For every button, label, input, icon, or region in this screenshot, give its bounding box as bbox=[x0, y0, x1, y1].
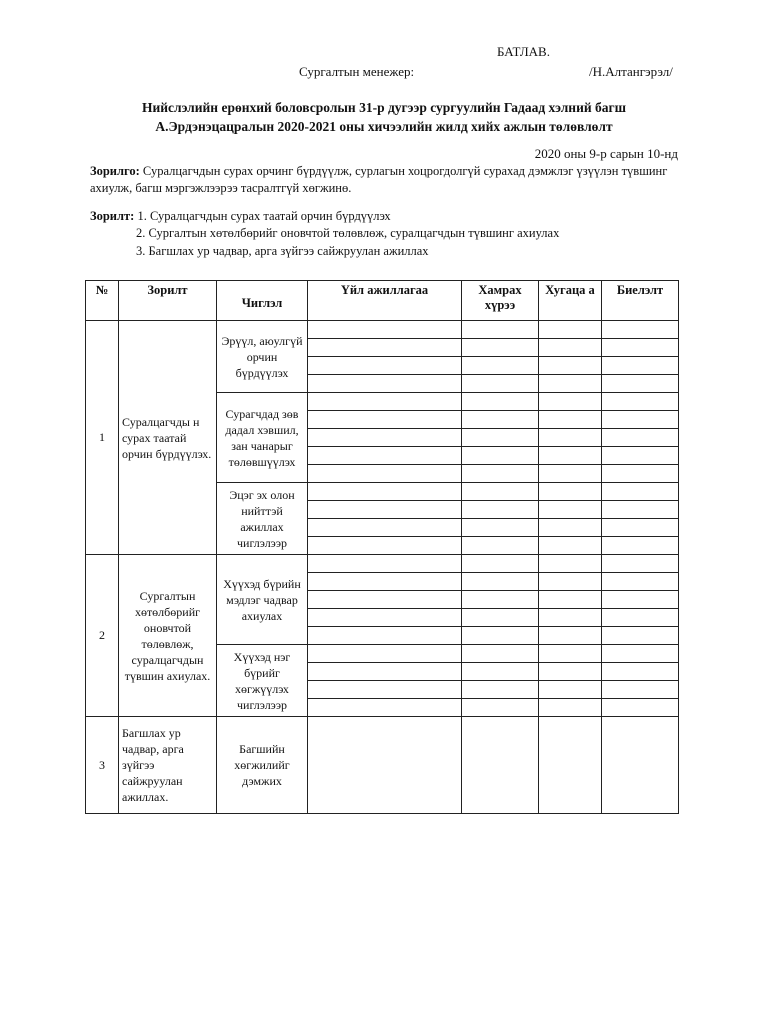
scope-cell[interactable] bbox=[462, 573, 539, 591]
objective-2: 2. Сургалтын хөтөлбөрийг оновчтой төлөвлөж, суралцагчдын түвшинг ахиулах bbox=[136, 226, 560, 240]
doc-date: 2020 оны 9-р сарын 10-нд bbox=[534, 146, 678, 161]
activity-cell[interactable] bbox=[308, 411, 462, 429]
result-cell[interactable] bbox=[602, 591, 679, 609]
deadline-cell[interactable] bbox=[539, 483, 602, 501]
scope-cell[interactable] bbox=[462, 555, 539, 573]
result-cell[interactable] bbox=[602, 447, 679, 465]
doc-title-line2: А.Эрдэнэцацралын 2020-2021 оны хичээлийн жилд хийх ажлын төлөвлөлт bbox=[155, 119, 613, 134]
deadline-cell[interactable] bbox=[539, 393, 602, 411]
scope-cell[interactable] bbox=[462, 411, 539, 429]
deadline-cell[interactable] bbox=[539, 321, 602, 339]
doc-title-line1: Нийслэлийн ерөнхий боловсролын 31-р дугээр сургуулийн Гадаад хэлний багш bbox=[141, 100, 627, 115]
scope-cell[interactable] bbox=[462, 393, 539, 411]
activity-cell[interactable] bbox=[308, 357, 462, 375]
scope-cell[interactable] bbox=[462, 591, 539, 609]
result-cell[interactable] bbox=[602, 519, 679, 537]
scope-cell[interactable] bbox=[462, 501, 539, 519]
scope-cell[interactable] bbox=[462, 645, 539, 663]
activity-cell[interactable] bbox=[308, 609, 462, 627]
result-cell[interactable] bbox=[602, 555, 679, 573]
scope-cell[interactable] bbox=[462, 627, 539, 645]
table-row bbox=[86, 555, 679, 573]
row-direction: Эцэг эх олон нийттэй ажиллах чиглэлээр bbox=[217, 483, 308, 555]
scope-cell[interactable] bbox=[462, 609, 539, 627]
scope-cell[interactable] bbox=[462, 717, 539, 814]
result-cell[interactable] bbox=[602, 627, 679, 645]
scope-cell[interactable] bbox=[462, 483, 539, 501]
deadline-cell[interactable] bbox=[539, 411, 602, 429]
table-header-row bbox=[86, 281, 679, 321]
scope-cell[interactable] bbox=[462, 375, 539, 393]
row-goal: Сургалтын хөтөлбөрийг оновчтой төлөвлөж, суралцагчдын түвшин ахиулах. bbox=[119, 555, 217, 717]
header-activity: Үйл ажиллагаа bbox=[308, 281, 462, 321]
activity-cell[interactable] bbox=[308, 645, 462, 663]
activity-cell[interactable] bbox=[308, 555, 462, 573]
header-direction: Чиглэл bbox=[217, 281, 308, 321]
activity-cell[interactable] bbox=[308, 627, 462, 645]
deadline-cell[interactable] bbox=[539, 429, 602, 447]
result-cell[interactable] bbox=[602, 429, 679, 447]
header-scope: Хамрах хүрээ bbox=[462, 281, 539, 321]
result-cell[interactable] bbox=[602, 609, 679, 627]
deadline-cell[interactable] bbox=[539, 699, 602, 717]
result-cell[interactable] bbox=[602, 465, 679, 483]
row-direction: Эрүүл, аюулгүй орчин бүрдүүлэх bbox=[217, 321, 308, 393]
result-cell[interactable] bbox=[602, 663, 679, 681]
header-num: № bbox=[86, 281, 119, 321]
result-cell[interactable] bbox=[602, 681, 679, 699]
goal-paragraph bbox=[90, 163, 680, 197]
scope-cell[interactable] bbox=[462, 357, 539, 375]
row-goal: Суралцагчды н сурах таатай орчин бүрдүүлэх. bbox=[119, 321, 217, 555]
result-cell[interactable] bbox=[602, 537, 679, 555]
result-cell[interactable] bbox=[602, 393, 679, 411]
activity-cell[interactable] bbox=[308, 519, 462, 537]
result-cell[interactable] bbox=[602, 357, 679, 375]
row-direction: Сурагчдад зөв дадал хэвшил, зан чанарыг төлөвшүүлэх bbox=[217, 393, 308, 483]
scope-cell[interactable] bbox=[462, 429, 539, 447]
row-number: 3 bbox=[86, 717, 119, 814]
header-deadline: Хугаца а bbox=[539, 281, 602, 321]
activity-cell[interactable] bbox=[308, 681, 462, 699]
activity-cell[interactable] bbox=[308, 591, 462, 609]
row-number: 2 bbox=[86, 555, 119, 717]
activity-cell[interactable] bbox=[308, 501, 462, 519]
activity-cell[interactable] bbox=[308, 321, 462, 339]
result-cell[interactable] bbox=[602, 573, 679, 591]
objective-text: 1. Суралцагчдын сурах таатай орчин бүрдүүлэх bbox=[137, 209, 391, 223]
result-cell[interactable] bbox=[602, 411, 679, 429]
header-goal: Зорилт bbox=[119, 281, 217, 321]
manager-label: Сургалтын менежер: bbox=[299, 64, 415, 79]
activity-cell[interactable] bbox=[308, 699, 462, 717]
result-cell[interactable] bbox=[602, 321, 679, 339]
deadline-cell[interactable] bbox=[539, 573, 602, 591]
scope-cell[interactable] bbox=[462, 339, 539, 357]
activity-cell[interactable] bbox=[308, 429, 462, 447]
table-row bbox=[86, 717, 679, 814]
deadline-cell[interactable] bbox=[539, 681, 602, 699]
row-number: 1 bbox=[86, 321, 119, 555]
scope-cell[interactable] bbox=[462, 447, 539, 465]
row-direction: Хүүхэд бүрийн мэдлэг чадвар ахиулах bbox=[217, 555, 308, 645]
objective-1 bbox=[90, 208, 680, 225]
signer-name: /Н.Алтангэрэл/ bbox=[589, 64, 673, 79]
objectives-label: Зорилт: bbox=[90, 209, 135, 223]
activity-cell[interactable] bbox=[308, 447, 462, 465]
result-cell[interactable] bbox=[602, 483, 679, 501]
deadline-cell[interactable] bbox=[539, 519, 602, 537]
activity-cell[interactable] bbox=[308, 375, 462, 393]
deadline-cell[interactable] bbox=[539, 627, 602, 645]
result-cell[interactable] bbox=[602, 645, 679, 663]
activity-cell[interactable] bbox=[308, 717, 462, 814]
scope-cell[interactable] bbox=[462, 537, 539, 555]
deadline-cell[interactable] bbox=[539, 717, 602, 814]
table-row bbox=[86, 321, 679, 339]
deadline-cell[interactable] bbox=[539, 645, 602, 663]
plan-table bbox=[85, 280, 679, 814]
goal-label: Зорилго: bbox=[90, 164, 140, 178]
row-direction: Багшийн хөгжилийг дэмжих bbox=[217, 717, 308, 814]
scope-cell[interactable] bbox=[462, 519, 539, 537]
result-cell[interactable] bbox=[602, 339, 679, 357]
scope-cell[interactable] bbox=[462, 663, 539, 681]
result-cell[interactable] bbox=[602, 375, 679, 393]
row-direction: Хүүхэд нэг бүрийг хөгжүүлэх чиглэлээр bbox=[217, 645, 308, 717]
header-result: Биелэлт bbox=[602, 281, 679, 321]
scope-cell[interactable] bbox=[462, 321, 539, 339]
result-cell[interactable] bbox=[602, 717, 679, 814]
deadline-cell[interactable] bbox=[539, 357, 602, 375]
deadline-cell[interactable] bbox=[539, 555, 602, 573]
activity-cell[interactable] bbox=[308, 573, 462, 591]
activity-cell[interactable] bbox=[308, 465, 462, 483]
activity-cell[interactable] bbox=[308, 537, 462, 555]
activity-cell[interactable] bbox=[308, 663, 462, 681]
scope-cell[interactable] bbox=[462, 699, 539, 717]
deadline-cell[interactable] bbox=[539, 591, 602, 609]
scope-cell[interactable] bbox=[462, 465, 539, 483]
result-cell[interactable] bbox=[602, 501, 679, 519]
activity-cell[interactable] bbox=[308, 483, 462, 501]
scope-cell[interactable] bbox=[462, 681, 539, 699]
row-goal: Багшлах ур чадвар, арга зүйгээ сайжруулан ажиллах. bbox=[119, 717, 217, 814]
approve-label: БАТЛАВ. bbox=[497, 44, 550, 59]
deadline-cell[interactable] bbox=[539, 537, 602, 555]
deadline-cell[interactable] bbox=[539, 447, 602, 465]
deadline-cell[interactable] bbox=[539, 375, 602, 393]
result-cell[interactable] bbox=[602, 699, 679, 717]
goal-text: Суралцагчдын сурах орчинг бүрдүүлж, сурлагын хоцрогдолгүй сурахад дэмжлэг үзүүлэн түвшинг ахиулж, багш мэргэжлээрээ тасралтгүй хөгжинө. bbox=[90, 164, 668, 195]
objective-3: 3. Багшлах ур чадвар, арга зүйгээ сайжруулан ажиллах bbox=[136, 244, 429, 258]
deadline-cell[interactable] bbox=[539, 339, 602, 357]
deadline-cell[interactable] bbox=[539, 609, 602, 627]
activity-cell[interactable] bbox=[308, 393, 462, 411]
deadline-cell[interactable] bbox=[539, 501, 602, 519]
deadline-cell[interactable] bbox=[539, 465, 602, 483]
activity-cell[interactable] bbox=[308, 339, 462, 357]
deadline-cell[interactable] bbox=[539, 663, 602, 681]
